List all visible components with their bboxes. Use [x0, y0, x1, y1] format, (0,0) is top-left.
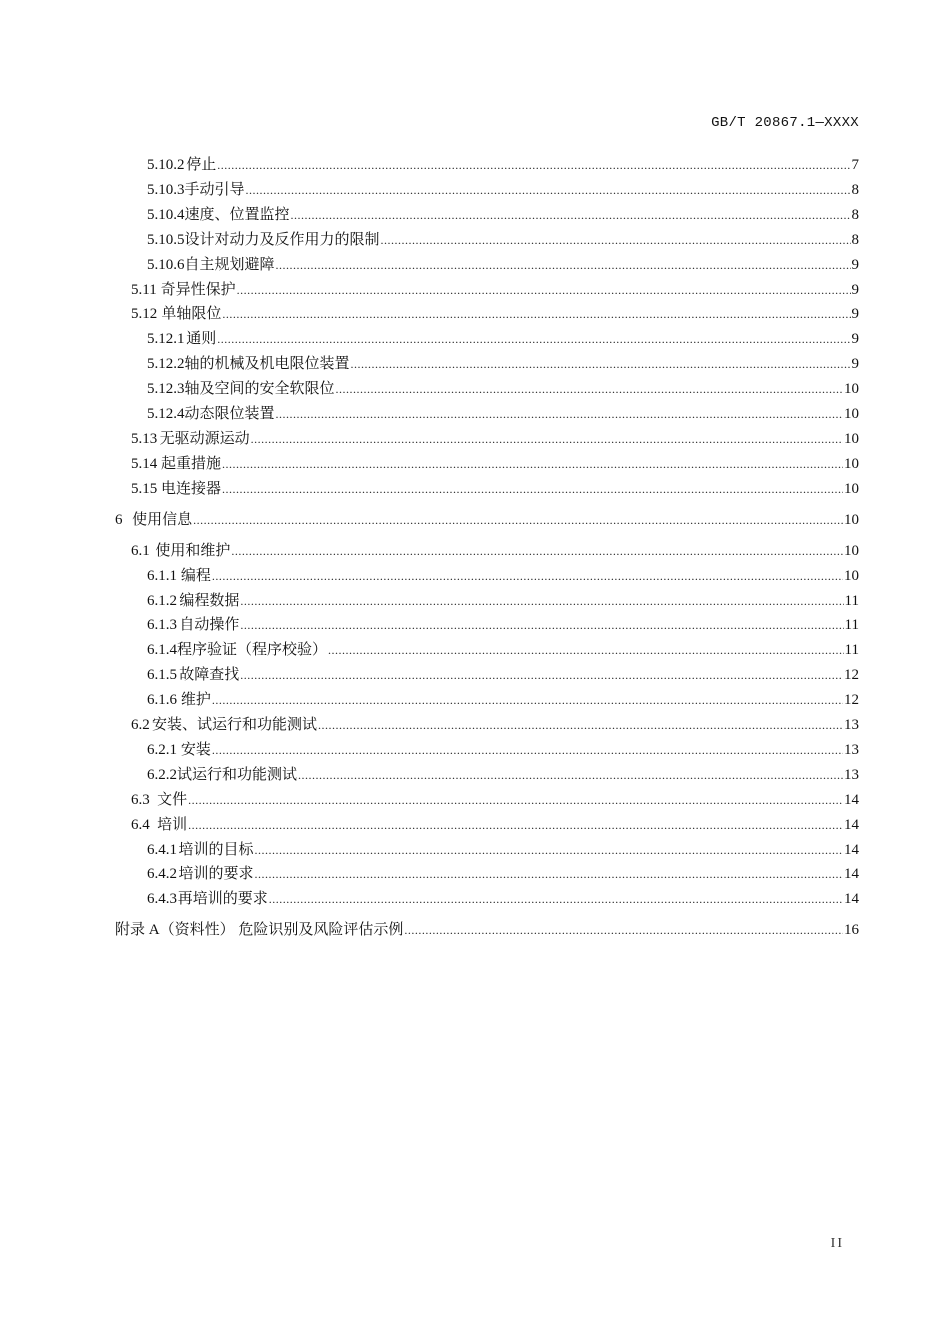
toc-page-number: 13 [844, 767, 859, 783]
toc-leader-dots [328, 639, 844, 661]
toc-leader-dots [222, 478, 843, 500]
toc-entry-6-2-1[interactable] [147, 739, 859, 761]
toc-title: 奇异性保护 [160, 282, 236, 298]
toc-title: 故障查找 [179, 667, 240, 683]
toc-page-number: 9 [851, 331, 859, 347]
toc-number: 5.10.3 [147, 182, 185, 198]
toc-title: 轴及空间的安全软限位 [184, 381, 335, 397]
toc-leader-dots [276, 254, 851, 276]
toc-number: 5.13 [131, 431, 158, 447]
toc-number: 6.1.6 [147, 692, 177, 708]
toc-entry-6-3[interactable] [131, 789, 859, 811]
toc-title: 程序验证（程序校验） [177, 642, 328, 658]
toc-title: 自主规划避障 [184, 257, 275, 273]
toc-page-number: 7 [851, 157, 859, 173]
toc-leader-dots [188, 789, 843, 811]
toc-number: 5.10.4 [147, 207, 185, 223]
toc-title: 起重措施 [161, 456, 222, 472]
toc-page-number: 10 [844, 381, 859, 397]
toc-title: 动态限位装置 [184, 406, 275, 422]
toc-entry-6-1[interactable] [131, 540, 859, 562]
toc-leader-dots [318, 714, 843, 736]
toc-number: 5.14 [131, 456, 158, 472]
toc-title: 通则 [186, 331, 217, 347]
toc-entry-6-1-4[interactable] [147, 639, 859, 661]
toc-number: 6.2.2 [147, 767, 177, 783]
toc-page-number: 14 [844, 842, 859, 858]
toc-title: 轴的机械及机电限位装置 [184, 356, 350, 372]
toc-number: 6.4.2 [147, 866, 177, 882]
toc-entry-5-10-4[interactable] [147, 204, 859, 226]
toc-leader-dots [291, 204, 851, 226]
toc-title: 编程 [180, 568, 211, 584]
toc-number: 6.1.3 [147, 617, 177, 633]
toc-leader-dots [246, 179, 851, 201]
toc-title: 培训的要求 [178, 866, 254, 882]
toc-title: 使用信息 [132, 512, 193, 528]
toc-page-number: 16 [844, 922, 859, 938]
page-number-footer: II [830, 1236, 844, 1251]
toc-number: 5.12.4 [147, 406, 185, 422]
toc-entry-6-1-2[interactable] [147, 590, 859, 612]
toc-page-number: 8 [851, 182, 859, 198]
toc-leader-dots [240, 614, 843, 636]
toc-title: 编程数据 [179, 593, 240, 609]
toc-number: 附录 A [115, 922, 160, 938]
toc-entry-5-12-2[interactable] [147, 353, 859, 375]
toc-title: 安装、试运行和功能测试 [151, 717, 317, 733]
toc-leader-dots [255, 863, 843, 885]
toc-entry-5-12[interactable] [131, 303, 859, 325]
toc-entry-5-15[interactable] [131, 478, 859, 500]
toc-title: 无驱动源运动 [159, 431, 250, 447]
toc-number: 5.12 [131, 306, 158, 322]
toc-leader-dots [404, 919, 843, 941]
toc-leader-dots [298, 764, 843, 786]
toc-leader-dots [212, 565, 843, 587]
toc-leader-dots [217, 154, 850, 176]
toc-page-number: 8 [851, 207, 859, 223]
toc-leader-dots [276, 403, 843, 425]
toc-page-number: 12 [844, 692, 859, 708]
toc-number: 6.4.3 [147, 891, 177, 907]
toc-title: 手动引导 [184, 182, 245, 198]
toc-number: 5.10.2 [147, 157, 185, 173]
toc-page-number: 10 [844, 481, 859, 497]
toc-number: 6 [115, 512, 123, 528]
toc-entry-6-1-3[interactable] [147, 614, 859, 636]
toc-entry-appendix-a[interactable] [115, 919, 859, 941]
toc-entry-6-4-2[interactable] [147, 863, 859, 885]
toc-leader-dots [251, 428, 843, 450]
toc-entry-6[interactable] [115, 509, 859, 531]
toc-number: 6.3 [131, 792, 150, 808]
toc-number: 5.15 [131, 481, 158, 497]
toc-title: 安装 [180, 742, 211, 758]
toc-leader-dots [188, 814, 843, 836]
toc-page-number: 11 [844, 617, 859, 633]
toc-entry-6-4-3[interactable] [147, 888, 859, 910]
toc-number: 6.1.4 [147, 642, 177, 658]
toc-title: 培训 [157, 817, 188, 833]
toc-entry-5-11[interactable] [131, 279, 859, 301]
toc-number: 5.12.2 [147, 356, 185, 372]
toc-entry-5-12-1[interactable] [147, 328, 859, 350]
toc-page-number: 14 [844, 792, 859, 808]
toc-title: 使用和维护 [155, 543, 231, 559]
toc-entry-6-1-1[interactable] [147, 565, 859, 587]
toc-entry-5-12-3[interactable] [147, 378, 859, 400]
toc-number: 5.10.6 [147, 257, 185, 273]
toc-leader-dots [240, 590, 843, 612]
toc-number: 6.1.5 [147, 667, 177, 683]
toc-page-number: 13 [844, 742, 859, 758]
toc-entry-6-4[interactable] [131, 814, 859, 836]
toc-leader-dots [212, 739, 843, 761]
toc-page-number: 9 [851, 282, 859, 298]
toc-leader-dots [222, 303, 850, 325]
toc-leader-dots [222, 453, 843, 475]
toc-title: 停止 [186, 157, 217, 173]
toc-title: 文件 [157, 792, 188, 808]
toc-page-number: 9 [851, 356, 859, 372]
toc-page-number: 8 [851, 232, 859, 248]
toc-title: 速度、位置监控 [184, 207, 290, 223]
toc-page-number: 10 [844, 543, 859, 559]
toc-entry-5-12-4[interactable] [147, 403, 859, 425]
toc-title: 电连接器 [161, 481, 222, 497]
toc-entry-6-2-2[interactable] [147, 764, 859, 786]
toc-entry-6-1-6[interactable] [147, 689, 859, 711]
toc-page-number: 11 [844, 642, 859, 658]
toc-number: 6.4.1 [147, 842, 177, 858]
toc-page-number: 12 [844, 667, 859, 683]
toc-leader-dots [381, 229, 851, 251]
toc-leader-dots [212, 689, 843, 711]
toc-page-number: 10 [844, 431, 859, 447]
toc-entry-5-10-3[interactable] [147, 179, 859, 201]
toc-number: 6.2.1 [147, 742, 177, 758]
toc-page-number: 10 [844, 406, 859, 422]
toc-entry-5-10-2[interactable] [147, 154, 859, 176]
toc-entry-5-10-5[interactable] [147, 229, 859, 251]
document-code-header: GB/T 20867.1—XXXX [711, 115, 859, 131]
toc-leader-dots [351, 353, 851, 375]
toc-number: 6.1.1 [147, 568, 177, 584]
toc-page-number: 13 [844, 717, 859, 733]
toc-title: 培训的目标 [178, 842, 254, 858]
toc-page-number: 14 [844, 891, 859, 907]
toc-leader-dots [336, 378, 843, 400]
toc-title: 试运行和功能测试 [177, 767, 298, 783]
toc-leader-dots [255, 839, 843, 861]
toc-page-number: 10 [844, 512, 859, 528]
toc-number: 6.4 [131, 817, 150, 833]
toc-number: 6.1.2 [147, 593, 177, 609]
toc-leader-dots [269, 888, 843, 910]
toc-title: 单轴限位 [161, 306, 222, 322]
toc-entry-6-4-1[interactable] [147, 839, 859, 861]
toc-title: 设计对动力及反作用力的限制 [184, 232, 380, 248]
toc-number: 6.2 [131, 717, 150, 733]
toc-leader-dots [237, 279, 851, 301]
toc-page-number: 9 [851, 306, 859, 322]
toc-number: 6.1 [131, 543, 150, 559]
toc-leader-dots [193, 509, 843, 531]
toc-number: 5.12.1 [147, 331, 185, 347]
toc-page-number: 9 [851, 257, 859, 273]
toc-leader-dots [217, 328, 850, 350]
toc-entry-5-13[interactable] [131, 428, 859, 450]
toc-title: 自动操作 [179, 617, 240, 633]
toc-title: 维护 [180, 692, 211, 708]
toc-number: 5.10.5 [147, 232, 185, 248]
toc-page-number: 11 [844, 593, 859, 609]
toc-entry-5-10-6[interactable] [147, 254, 859, 276]
toc-number: 5.11 [131, 282, 157, 298]
toc-entry-5-14[interactable] [131, 453, 859, 475]
toc-page-number: 14 [844, 817, 859, 833]
toc-leader-dots [231, 540, 843, 562]
toc-entry-6-1-5[interactable] [147, 664, 859, 686]
toc-number: 5.12.3 [147, 381, 185, 397]
toc-page-number: 14 [844, 866, 859, 882]
toc-entry-6-2[interactable] [131, 714, 859, 736]
toc-page-number: 10 [844, 568, 859, 584]
toc-leader-dots [240, 664, 843, 686]
toc-title: （资料性） 危险识别及风险评估示例 [159, 922, 404, 938]
toc-title: 再培训的要求 [177, 891, 268, 907]
toc-page-number: 10 [844, 456, 859, 472]
